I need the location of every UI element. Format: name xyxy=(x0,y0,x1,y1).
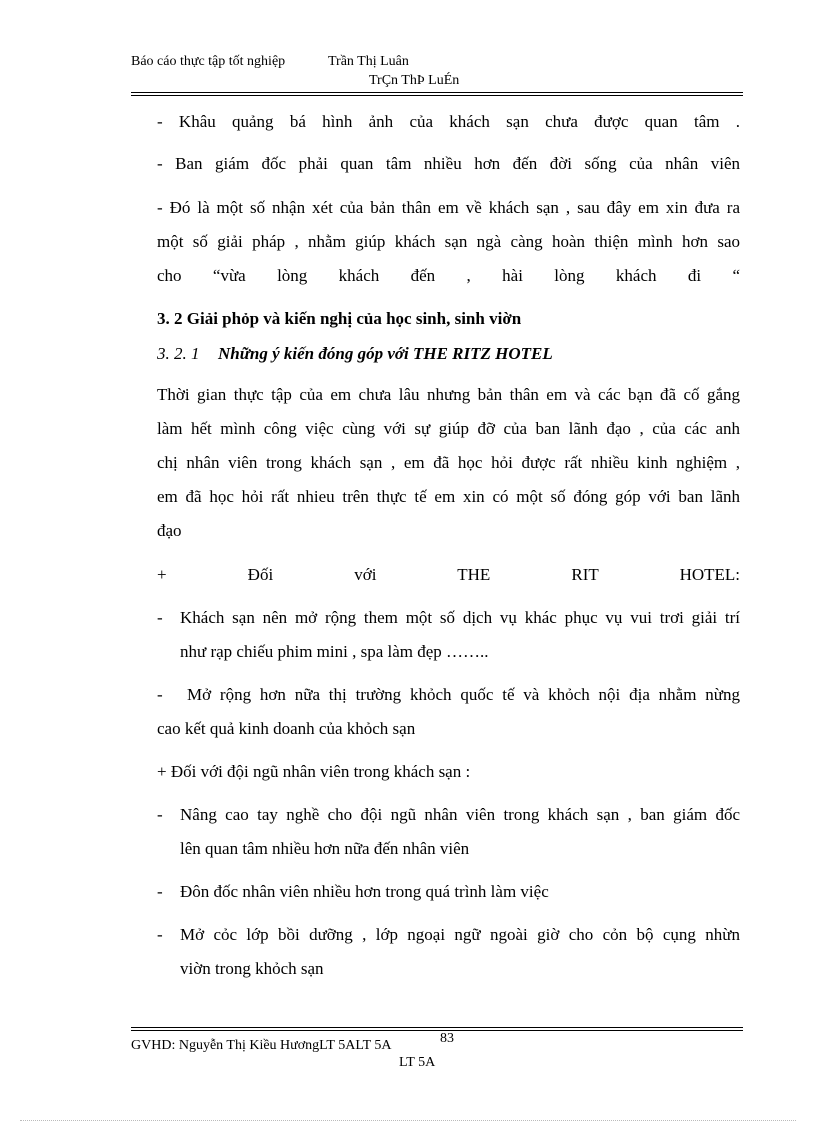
list-bullet: - xyxy=(157,608,163,627)
remark-line-3: - Đó là một số nhận xét của bản thân em về khách sạn , sau đây em xin đưa ra xyxy=(157,198,740,217)
list-bullet: - xyxy=(157,882,163,901)
hotel-heading: + Đối với THE RIT HOTEL: xyxy=(157,565,740,584)
header-report-title: Báo cáo thực tập tốt nghiệp xyxy=(131,54,286,69)
footer-class: LT 5A xyxy=(399,1055,436,1070)
list-item: Mở rộng hơn nữa thị trường khỏch quốc tế và khỏch nội địa nhằm nừng xyxy=(187,685,740,704)
paragraph-line-1: Thời gian thực tập của em chưa lâu nhưng bản thân em và các bạn đã cố gắng xyxy=(157,385,740,404)
section-heading: 3. 2 Giải phỏp và kiến nghị của học sinh, sinh viờn xyxy=(157,309,522,328)
list-item-continued: viờn trong khỏch sạn xyxy=(180,959,324,978)
list-item-continued: lên quan tâm nhiều hơn nữa đến nhân viên xyxy=(180,839,470,858)
paragraph-line-4: em đã học hỏi rất nhieu trên thực tế em xin có một số đóng góp với ban lãnh xyxy=(157,487,740,506)
header-author: Trần Thị Luân xyxy=(328,54,409,69)
list-bullet: - xyxy=(157,805,163,824)
list-item: Đôn đốc nhân viên nhiều hơn trong quá trình làm việc xyxy=(180,882,549,901)
paragraph-line-3: chị nhân viên trong khách sạn , em đã học hỏi được rất nhiều kinh nghiệm , xyxy=(157,453,740,472)
remark-line-4: một số giải pháp , nhằm giúp khách sạn ngà càng hoàn thiện mình hơn sao xyxy=(157,232,740,251)
page-number: 83 xyxy=(440,1031,454,1046)
list-bullet: - xyxy=(157,685,163,704)
header-rule-bottom xyxy=(131,95,743,96)
remark-line-5: cho “vừa lòng khách đến , hài lòng khách đi “ xyxy=(157,266,740,285)
subsection-number: 3. 2. 1 xyxy=(157,344,200,363)
list-item: Nâng cao tay nghề cho đội ngũ nhân viên trong khách sạn , ban giám đốc xyxy=(180,805,740,824)
staff-heading: + Đối với đội ngũ nhân viên trong khách sạn : xyxy=(157,762,471,781)
remark-line-1: - Khâu quảng bá hình ảnh của khách sạn chưa được quan tâm . xyxy=(157,112,740,131)
footer-advisor: GVHD: Nguyễn Thị Kiều HươngLT 5ALT 5A xyxy=(131,1038,392,1053)
list-item: Khách sạn nên mở rộng them một số dịch vụ khác phục vụ vui trơi giải trí xyxy=(180,608,740,627)
footer-rule-bottom xyxy=(131,1030,743,1031)
header-rule-top xyxy=(131,92,743,93)
list-item-continued: cao kết quả kinh doanh của khỏch sạn xyxy=(157,719,416,738)
page-edge-dotted xyxy=(20,1120,796,1121)
list-bullet: - xyxy=(157,925,163,944)
paragraph-line-5: đạo xyxy=(157,521,182,540)
footer-rule-top xyxy=(131,1027,743,1028)
header-author-garbled: TrÇn ThÞ LuÉn xyxy=(369,73,460,88)
remark-line-2: - Ban giám đốc phải quan tâm nhiều hơn đến đời sống của nhân viên xyxy=(157,154,740,173)
subsection-title: Những ý kiến đóng góp với THE RITZ HOTEL xyxy=(218,344,553,363)
paragraph-line-2: làm hết mình công việc cùng với sự giúp đỡ của ban lãnh đạo , của các anh xyxy=(157,419,740,438)
list-item: Mở cỏc lớp bồi dưỡng , lớp ngoại ngữ ngoài giờ cho cỏn bộ cụng nhừn xyxy=(180,925,740,944)
list-item-continued: như rạp chiếu phim mini , spa làm đẹp …….. xyxy=(180,642,489,661)
